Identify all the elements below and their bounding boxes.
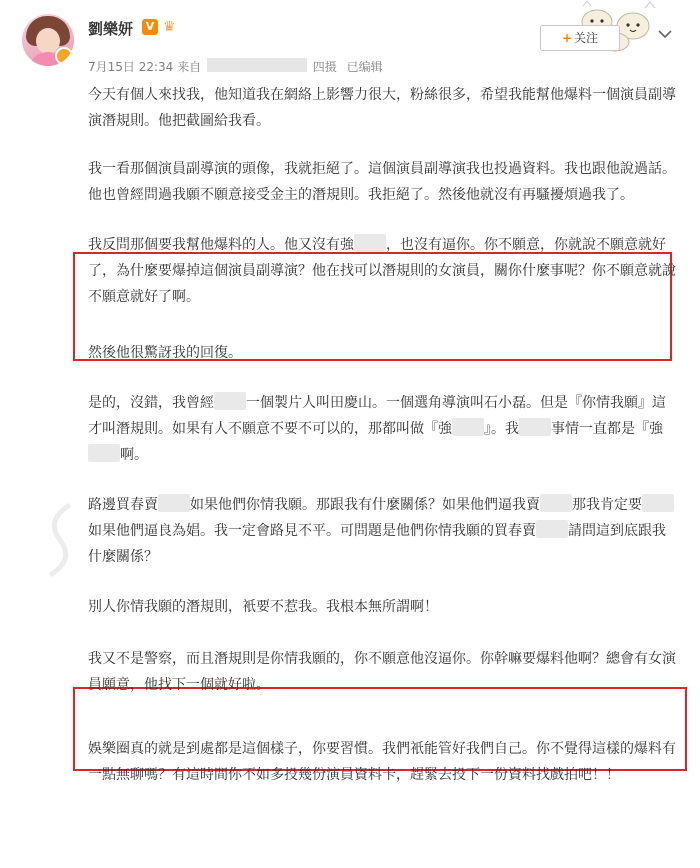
watermark-swirl (40, 500, 80, 580)
paragraph-6 (88, 492, 678, 570)
post-body (88, 82, 678, 812)
post-source-suffix: 四摄 (312, 60, 337, 74)
follow-label: 关注 (574, 31, 599, 45)
masked-text (158, 494, 190, 512)
paragraph-5-part4: 事情一直都是『強 (551, 421, 663, 437)
masked-source (207, 58, 307, 72)
paragraph-5-part2: 一個製片人叫田慶山。一個選角導演叫石小磊。但是『你情我願』這才叫潛規則。如果有人不願意不要不可以的，那都叫做『強 (88, 395, 666, 437)
paragraph-5-part5: 啊。 (120, 447, 148, 463)
paragraph-6-part5: 請問這到底跟我什麼關係？ (88, 523, 666, 565)
paragraph-6-part2: 如果他們你情我願。那跟我有什麼關係？如果他們逼我賣 (190, 497, 540, 513)
paragraph-6-part1: 路邊買春賣 (88, 497, 158, 513)
crown-icon: ♛ (163, 19, 176, 35)
masked-text (540, 494, 572, 512)
paragraph-6-part4: 如果他們逼良為娼。我一定會路見不平。可問題是他們你情我願的買春賣 (88, 523, 536, 539)
post-meta (88, 58, 383, 75)
masked-text (642, 494, 674, 512)
edited-label: 已编辑 (346, 60, 383, 74)
paragraph-2: 我一看那個演員副導演的頭像，我就拒絕了。這個演員副導演我也投過資料。我也跟他說過話。他也曾經問過我願不願意接受金主的潛規則。我拒絕了。然後他就沒有再騷擾煩過我了。 (88, 161, 676, 203)
paragraph-3-part1: 我反問那個要我幫他爆料的人。他又沒有強 (88, 237, 354, 253)
masked-text (214, 392, 246, 410)
avatar-badge (55, 47, 73, 65)
vip-badge: V (142, 19, 158, 35)
paragraph-1: 今天有個人來找我，他知道我在網絡上影響力很大，粉絲很多，希望我能幫他爆料一個演員副導演潛規則。他把截圖給我看。 (88, 87, 676, 129)
paragraph-5 (88, 390, 678, 468)
chevron-down-icon[interactable] (655, 24, 675, 44)
masked-text (354, 234, 386, 252)
paragraph-5-part3: 』。我 (484, 421, 519, 437)
avatar[interactable] (22, 14, 74, 66)
paragraph-4: 然後他很驚訝我的回復。 (88, 345, 242, 361)
paragraph-7: 別人你情我願的潛規則，衹要不惹我。我根本無所謂啊！ (88, 599, 438, 615)
paragraph-9: 娛樂圈真的就是到處都是這個樣子，你要習慣。我們衹能管好我們自己。你不覺得這樣的爆料有一點無聊嗎？有這時間你不如多投幾份演員資料卡，趕緊去投下一份資料找戲拍吧！！ (88, 741, 676, 783)
paragraph-5-part1: 是的，沒錯，我曾經 (88, 395, 214, 411)
post-date[interactable]: 7月15日 22:34 来自 (88, 60, 202, 74)
masked-text (519, 418, 551, 436)
follow-button[interactable] (540, 25, 620, 51)
masked-text (452, 418, 484, 436)
masked-text (536, 520, 568, 538)
username[interactable]: 劉樂妍 (88, 20, 134, 38)
paragraph-3-part2: ，也沒有逼你。你不願意，你就說不願意就好了，為什麼要爆掉這個演員副導演？他在找可以潛規則的女演員，關你什麼事呢？你不願意就說不願意就好了啊。 (88, 237, 676, 305)
paragraph-3 (88, 232, 678, 310)
masked-text (88, 444, 120, 462)
paragraph-6-part3: 那我肯定要 (572, 497, 642, 513)
paragraph-8: 我又不是警察，而且潛規則是你情我願的，你不願意他沒逼你。你幹嘛要爆料他啊？總會有女演員願意，他找下一個就好啦。 (88, 651, 676, 693)
plus-icon: + (561, 31, 573, 45)
